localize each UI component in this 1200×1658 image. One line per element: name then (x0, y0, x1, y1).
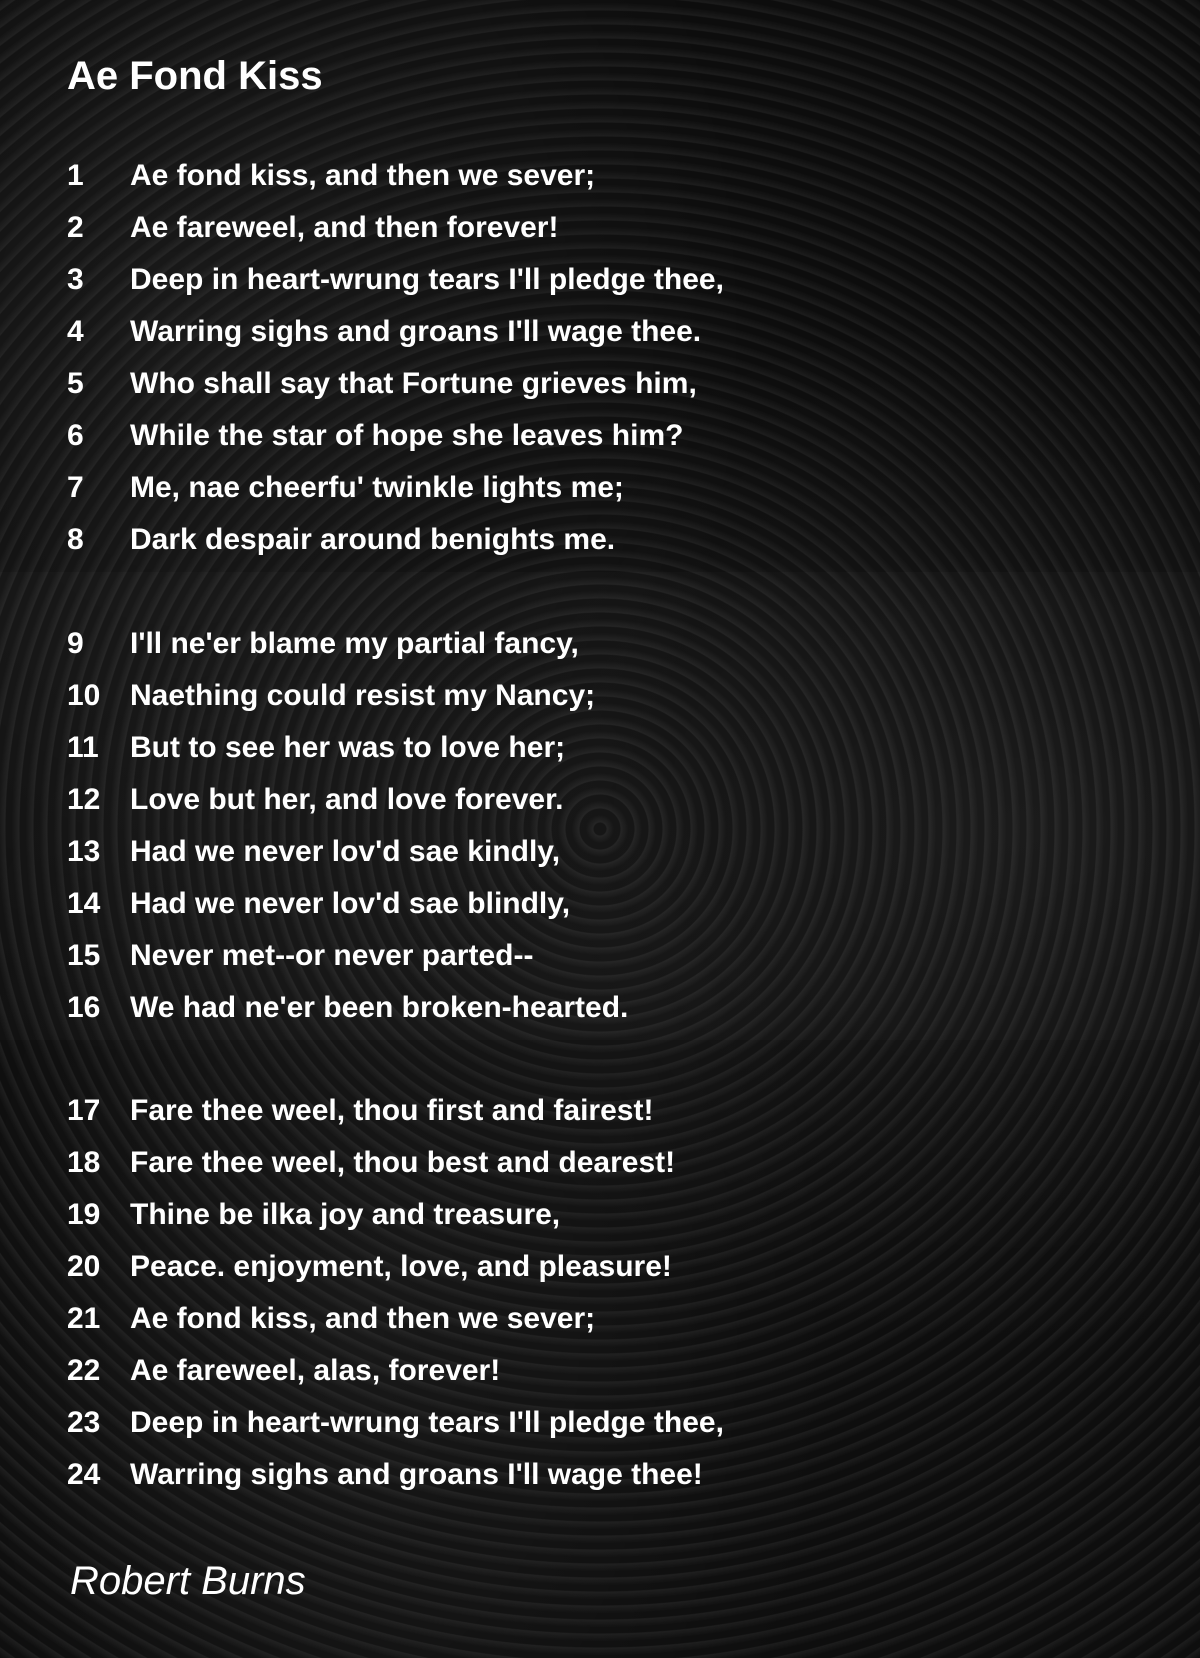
line-number: 9 (67, 627, 84, 660)
line-number: 5 (67, 367, 84, 400)
line-text: Never met--or never parted-- (130, 939, 534, 972)
poem-line (67, 514, 724, 566)
line-text: Warring sighs and groans I'll wage thee. (130, 315, 702, 348)
line-text: Deep in heart-wrung tears I'll pledge thee, (130, 1406, 724, 1439)
line-text: Peace. enjoyment, love, and pleasure! (130, 1250, 672, 1283)
line-number: 4 (67, 315, 84, 348)
poem-line (67, 254, 724, 306)
poem-line (67, 358, 724, 410)
line-number: 7 (67, 471, 84, 504)
line-number: 22 (67, 1354, 101, 1387)
poem-line (67, 202, 724, 254)
line-text: Ae fond kiss, and then we sever; (130, 159, 596, 192)
poem-line (67, 1345, 724, 1397)
line-number: 2 (67, 211, 84, 244)
line-text: Fare thee weel, thou first and fairest! (130, 1094, 654, 1127)
line-number: 6 (67, 419, 84, 452)
line-number: 17 (67, 1094, 101, 1127)
stanza-3 (67, 1085, 724, 1501)
line-number: 1 (67, 159, 84, 192)
poem-line (67, 1449, 724, 1501)
line-number: 19 (67, 1198, 101, 1231)
poem-line (67, 150, 724, 202)
line-text: Ae fareweel, and then forever! (130, 211, 559, 244)
line-number: 15 (67, 939, 101, 972)
line-number: 14 (67, 887, 101, 920)
poem-author: Robert Burns (70, 1559, 306, 1603)
stanza-1 (67, 150, 724, 566)
line-number: 11 (67, 731, 99, 764)
line-number: 3 (67, 263, 84, 296)
line-text: Naething could resist my Nancy; (130, 679, 596, 712)
line-text: Had we never lov'd sae blindly, (130, 887, 571, 920)
poem-line (67, 1293, 724, 1345)
line-text: Dark despair around benights me. (130, 523, 616, 556)
line-text: Thine be ilka joy and treasure, (130, 1198, 561, 1231)
poem-line (67, 1189, 724, 1241)
poem-line (67, 982, 628, 1034)
poem-line (67, 1137, 724, 1189)
poem-line (67, 1241, 724, 1293)
poem-line (67, 306, 724, 358)
line-text: Ae fareweel, alas, forever! (130, 1354, 501, 1387)
line-number: 13 (67, 835, 101, 868)
line-number: 21 (67, 1302, 101, 1335)
poem-line (67, 826, 628, 878)
line-number: 24 (67, 1458, 101, 1491)
line-text: While the star of hope she leaves him? (130, 419, 684, 452)
poem-line (67, 722, 628, 774)
poem-line (67, 410, 724, 462)
line-text: I'll ne'er blame my partial fancy, (130, 627, 579, 660)
poem-title: Ae Fond Kiss (67, 54, 323, 98)
line-number: 20 (67, 1250, 101, 1283)
line-text: Who shall say that Fortune grieves him, (130, 367, 697, 400)
line-text: Love but her, and love forever. (130, 783, 564, 816)
line-text: We had ne'er been broken-hearted. (130, 991, 629, 1024)
poem-line (67, 1397, 724, 1449)
line-number: 16 (67, 991, 101, 1024)
line-number: 12 (67, 783, 101, 816)
line-text: Ae fond kiss, and then we sever; (130, 1302, 596, 1335)
poem-line (67, 462, 724, 514)
line-text: Me, nae cheerfu' twinkle lights me; (130, 471, 624, 504)
line-number: 18 (67, 1146, 101, 1179)
line-text: Deep in heart-wrung tears I'll pledge thee, (130, 263, 724, 296)
line-number: 8 (67, 523, 84, 556)
line-text: Warring sighs and groans I'll wage thee! (130, 1458, 703, 1491)
poem-line (67, 878, 628, 930)
line-number: 23 (67, 1406, 101, 1439)
stanza-2 (67, 618, 628, 1034)
poem-line (67, 1085, 724, 1137)
poem-line (67, 774, 628, 826)
poem-line (67, 930, 628, 982)
line-text: Fare thee weel, thou best and dearest! (130, 1146, 676, 1179)
line-text: Had we never lov'd sae kindly, (130, 835, 561, 868)
line-text: But to see her was to love her; (130, 731, 566, 764)
line-number: 10 (67, 679, 101, 712)
poem-line (67, 618, 628, 670)
poem-line (67, 670, 628, 722)
